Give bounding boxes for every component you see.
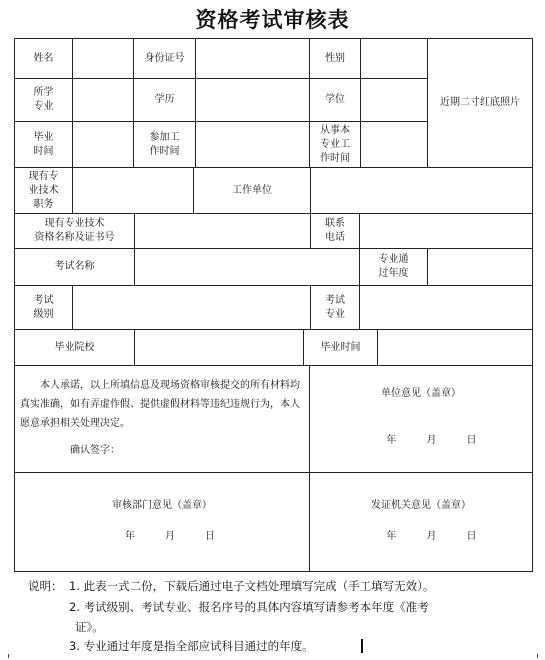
work-start-label: 参加工 作时间: [149, 131, 180, 157]
major-studied-label: 所学 专业: [33, 87, 54, 112]
signature-label: 确认签字：: [70, 445, 120, 456]
review-dept-cell[interactable]: [14, 472, 310, 572]
review-dept-label: 审核部门意见（盖章）: [112, 500, 212, 511]
form-title: 资格考试审核表: [195, 8, 350, 32]
graduation-time-label: 毕业 时间: [33, 131, 54, 157]
exam-name-value-cell[interactable]: [134, 248, 360, 286]
gender-value-cell[interactable]: [360, 38, 428, 79]
work-start-value-cell[interactable]: [195, 121, 310, 168]
education-label: 学历: [154, 94, 175, 105]
exam-name-label: 考试名称: [54, 261, 95, 272]
unit-opinion-cell[interactable]: [309, 365, 533, 473]
grad-time-value-cell[interactable]: [377, 329, 533, 366]
issuing-authority-date: 年 月 日: [386, 531, 477, 542]
current-title-label: 现有专 业技术 职务: [28, 170, 59, 210]
degree-value-cell[interactable]: [360, 78, 428, 122]
years-field-value-cell[interactable]: [360, 121, 428, 168]
pass-year-value-cell[interactable]: [427, 248, 533, 286]
unit-opinion-label: 单位意见（盖章）: [381, 388, 461, 399]
id-number-label: 身份证号: [144, 52, 185, 64]
note-item-2-cont: 证》。: [75, 620, 104, 634]
note-item-1: 1. 此表一式二份，下载后通过电子文档处理填写完成（手工填写无效）。: [69, 579, 435, 593]
major-value-cell[interactable]: [72, 78, 134, 122]
name-label: 姓名: [33, 52, 54, 64]
note-item-3: 3. 专业通过年度是指全部应试科目通过的年度。: [69, 639, 314, 653]
issuing-authority-label: 发证机关意见（盖章）: [371, 500, 471, 511]
issuing-authority-cell[interactable]: [309, 472, 533, 572]
exam-major-value-cell[interactable]: [359, 285, 533, 330]
employer-label: 工作单位: [232, 184, 272, 196]
graduation-value-cell[interactable]: [72, 121, 134, 168]
notes-label: 说明：: [28, 579, 63, 593]
exam-major-label: 考试 专业: [325, 294, 345, 320]
photo-label: 近期二寸红底照片: [440, 97, 520, 108]
name-value-cell[interactable]: [72, 38, 134, 79]
gender-label: 性别: [325, 52, 345, 64]
exam-level-label: 考试 级别: [33, 294, 54, 320]
text-cursor[interactable]: [361, 639, 363, 653]
page-corner-mark-right: [537, 654, 538, 658]
note-item-2: 2. 考试级别、考试专业、报名序号的具体内容填写请参考本年度《准考: [69, 600, 429, 614]
cert-name-label: 现有专业技术 资格名称及证书号: [34, 218, 115, 243]
degree-label: 学位: [325, 94, 345, 105]
page-corner-mark-left: [8, 654, 9, 658]
pass-year-label: 专业通 过年度: [378, 254, 409, 279]
id-value-cell[interactable]: [195, 38, 310, 79]
education-value-cell[interactable]: [195, 78, 310, 122]
school-value-cell[interactable]: [134, 329, 304, 366]
phone-label: 联系 电话: [325, 218, 345, 243]
unit-opinion-date: 年 月 日: [386, 435, 477, 446]
phone-value-cell[interactable]: [359, 213, 533, 249]
graduate-time-label: 毕业时间: [320, 341, 361, 353]
title-value-cell[interactable]: [72, 167, 194, 214]
cert-value-cell[interactable]: [134, 213, 311, 249]
pledge-text: 本人承诺，以上所填信息及现场资格审核提交的所有材料均真实准确，如有弄虚作假、提供虚假材料等违纪违规行为，本人愿意承担相关处理决定。: [20, 380, 300, 429]
review-dept-date: 年 月 日: [125, 531, 215, 542]
graduate-school-label: 毕业院校: [54, 341, 95, 353]
employer-value-cell[interactable]: [310, 167, 533, 214]
years-in-field-label: 从事本 专业工 作时间: [320, 124, 350, 164]
level-value-cell[interactable]: [72, 285, 311, 330]
